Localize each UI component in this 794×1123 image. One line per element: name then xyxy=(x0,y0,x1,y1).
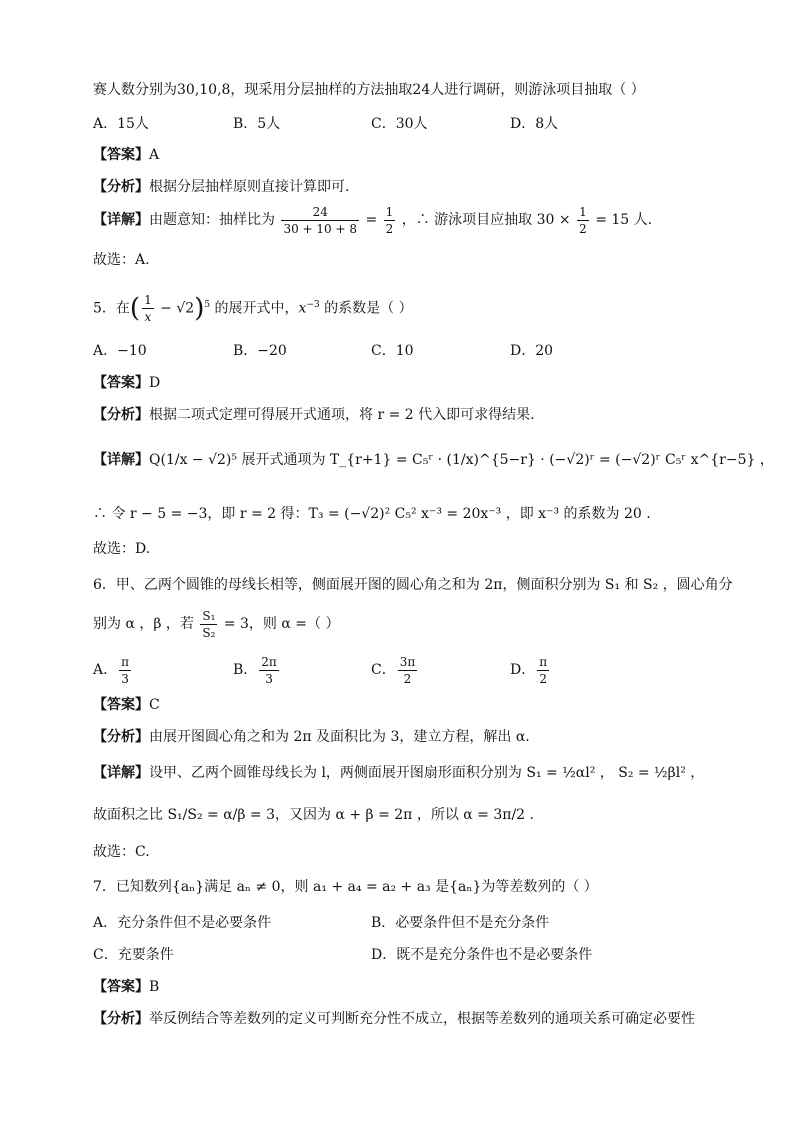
q7-option-c: C．充要条件 xyxy=(93,947,174,963)
fraction-denominator: 2 xyxy=(403,671,412,686)
q6-answer xyxy=(93,695,160,715)
paren-left: ( xyxy=(129,293,141,324)
fraction xyxy=(577,204,589,237)
analysis-text: 举反例结合等差数列的定义可判断充分性不成立，根据等差数列的通项关系可确定必要性 xyxy=(149,1011,695,1027)
q5-option-a: A．−10 xyxy=(93,343,147,359)
option-letter: B． xyxy=(233,662,258,678)
q5-stem-a: 5．在 xyxy=(93,300,130,317)
option-letter: C． xyxy=(371,662,396,678)
fraction xyxy=(281,204,359,237)
detail-tag: 【详解】 xyxy=(93,452,149,468)
answer-tag: 【答案】 xyxy=(93,147,149,163)
q6-option-d xyxy=(510,652,551,688)
analysis-text: 根据分层抽样原则直接计算即可. xyxy=(149,179,350,195)
q7-analysis xyxy=(93,1009,695,1029)
q4-stem: 赛人数分别为30,10,8，现采用分层抽样的方法抽取24人进行调研，则游泳项目抽取（ ） xyxy=(93,82,645,98)
q7-option-b: B．必要条件但不是充分条件 xyxy=(371,915,550,931)
fraction-denominator: 3 xyxy=(121,671,129,686)
fraction-denominator: x xyxy=(144,310,152,325)
answer-tag: 【答案】 xyxy=(93,697,149,713)
fraction-numerator: 1 xyxy=(144,293,152,308)
detail-text-b: = xyxy=(365,212,382,228)
q4-option-a: A．15人 xyxy=(93,116,149,132)
q6-analysis xyxy=(93,727,530,747)
q4-option-b: B．5人 xyxy=(233,116,281,132)
analysis-text: 根据二项式定理可得展开式通项，将 r = 2 代入即可求得结果. xyxy=(149,407,535,423)
answer-value: B xyxy=(149,979,160,995)
q4-option-d: D．8人 xyxy=(510,116,559,132)
q7-answer xyxy=(93,977,159,997)
option-letter: A． xyxy=(93,662,118,678)
q5-stem-b: − √2 xyxy=(155,300,195,317)
answer-value: D xyxy=(149,375,161,391)
analysis-tag: 【分析】 xyxy=(93,407,149,423)
fraction-numerator: 1 xyxy=(385,204,394,219)
q4-answer xyxy=(93,145,159,165)
q6-option-a xyxy=(93,652,133,688)
detail-tag: 【详解】 xyxy=(93,765,149,781)
option-letter: D． xyxy=(510,662,536,678)
exponent: −3 xyxy=(306,300,320,310)
q5-analysis xyxy=(93,405,535,425)
paren-right: ) xyxy=(194,293,205,324)
q6-stem2-a: 别为 α ，β ，若 xyxy=(93,616,194,632)
q6-detail-line1 xyxy=(93,763,704,783)
q5-detail-line1 xyxy=(93,450,774,470)
q4-choose: 故选：A. xyxy=(93,252,150,268)
q6-stem-line2 xyxy=(93,605,339,643)
fraction-numerator: S₁ xyxy=(202,608,216,623)
detail-text-d: = 15 人. xyxy=(595,212,653,228)
q6-detail-line2: 故面积之比 S₁/S₂ = α/β = 3，又因为 α + β = 2π ，所以 α = 3π/2 . xyxy=(93,807,534,823)
q6-stem-line1: 6．甲、乙两个圆锥的母线长相等，侧面展开图的圆心角之和为 2π，侧面积分别为 S₁ 和 S₂ ，圆心角分 xyxy=(93,577,733,593)
q5-option-b: B．−20 xyxy=(233,343,287,359)
fraction-numerator: π xyxy=(539,654,548,669)
fraction-numerator: π xyxy=(121,654,130,669)
answer-value: C xyxy=(149,697,160,713)
q5-stem-c: 的展开式中， xyxy=(210,300,299,317)
q7-option-d: D．既不是充分条件也不是必要条件 xyxy=(371,947,593,963)
q4-analysis xyxy=(93,177,349,197)
q6-stem2-b: = 3，则 α =（ ） xyxy=(223,616,340,632)
detail-text: Q(1/x − √2)⁵ 展开式通项为 T_{r+1} = C₅ʳ · (1/x)^{5−r} · (−√2)ʳ = (−√2)ʳ C₅ʳ x^{r−5} ， xyxy=(149,452,774,468)
analysis-text: 由展开图圆心角之和为 2π 及面积比为 3，建立方程，解出 α. xyxy=(149,729,530,745)
q4-option-c: C．30人 xyxy=(371,116,428,132)
fraction-denominator: 2 xyxy=(579,221,587,236)
q6-option-c xyxy=(371,652,419,688)
fraction xyxy=(398,654,418,687)
q5-detail-line2: ∴ 令 r − 5 = −3，即 r = 2 得：T₃ = (−√2)² C₅² x⁻³ = 20x⁻³ ，即 x⁻³ 的系数为 20 . xyxy=(93,506,651,522)
fraction xyxy=(200,608,217,641)
q5-option-d: D．20 xyxy=(510,343,554,359)
fraction xyxy=(384,204,396,237)
analysis-tag: 【分析】 xyxy=(93,179,149,195)
analysis-tag: 【分析】 xyxy=(93,729,149,745)
fraction xyxy=(259,654,279,687)
q4-detail xyxy=(93,203,652,237)
fraction-numerator: 2π xyxy=(261,654,277,669)
fraction-numerator: 1 xyxy=(579,204,587,219)
q5-stem-e: 的系数是（ ） xyxy=(319,300,413,317)
analysis-tag: 【分析】 xyxy=(93,1011,149,1027)
fraction-denominator: 3 xyxy=(265,671,273,686)
detail-text: 设甲、乙两个圆锥母线长为 l，两侧面展开图扇形面积分别为 S₁ = ½αl² ， S₂ = ½βl² ， xyxy=(149,765,705,781)
q6-choose: 故选：C. xyxy=(93,844,150,860)
detail-text-a: 由题意知：抽样比为 xyxy=(149,212,275,228)
fraction xyxy=(119,654,131,687)
fraction xyxy=(537,654,549,687)
q5-choose: 故选：D. xyxy=(93,541,151,557)
fraction xyxy=(142,292,154,325)
fraction-denominator: 2 xyxy=(539,671,547,686)
answer-value: A xyxy=(149,147,160,163)
fraction-numerator: 24 xyxy=(281,204,359,221)
fraction-denominator: 30 + 10 + 8 xyxy=(283,221,357,236)
answer-tag: 【答案】 xyxy=(93,375,149,391)
fraction-denominator: 2 xyxy=(385,221,394,236)
fraction-denominator: S₂ xyxy=(202,625,216,640)
detail-text-c: ，∴ 游泳项目应抽取 30 × xyxy=(401,212,571,228)
q5-option-c: C．10 xyxy=(371,343,414,359)
fraction-numerator: 3π xyxy=(399,654,416,669)
answer-tag: 【答案】 xyxy=(93,979,149,995)
detail-tag: 【详解】 xyxy=(93,212,149,228)
q5-stem xyxy=(93,285,413,329)
q5-stem-x: x xyxy=(298,300,307,317)
q7-stem: 7．已知数列{aₙ}满足 aₙ ≠ 0，则 a₁ + a₄ = a₂ + a₃ 是{aₙ}为等差数列的（ ） xyxy=(93,879,598,895)
exponent: 5 xyxy=(204,300,211,310)
q5-answer xyxy=(93,373,160,393)
q6-option-b xyxy=(233,652,281,688)
q7-option-a: A．充分条件但不是必要条件 xyxy=(93,915,272,931)
